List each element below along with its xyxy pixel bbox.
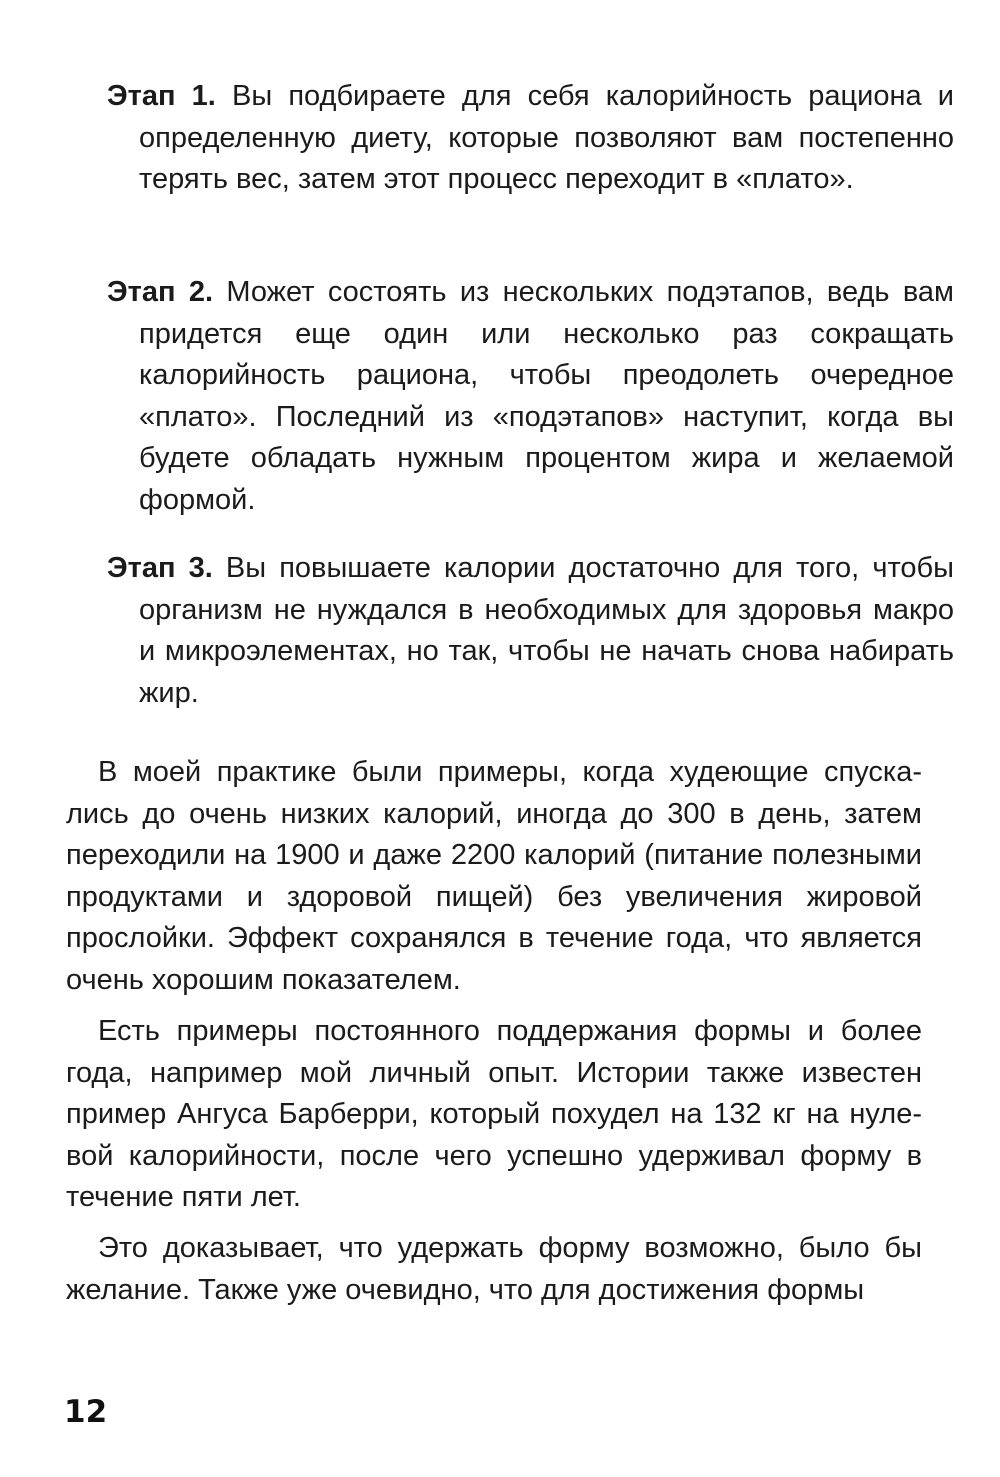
stage-3-text: Вы повышаете калории достаточно для того, чтобы организм не нуждался в необходимых для здоровья макро и микроэлементах, но так, чтобы не начать снова набирать жир.	[139, 552, 954, 709]
stage-1-text: Вы подбираете для себя калорийность рациона и определенную диету, которые позволяют вам постепенно терять вес, затем этот процесс переходит в «плато».	[139, 80, 954, 195]
stage-2-block	[107, 272, 954, 521]
stage-2-text: Может состоять из нескольких подэтапов, ведь вам придется еще один или несколько раз сокращать калорийность рациона, чтобы преодолеть очередное «плато». Последний из «подэтапов» наступит, когда вы будете обладать нужным процентом жира и желаемой формой.	[139, 276, 954, 516]
paragraph-practice-examples: В моей практике были примеры, когда худеющие спускались до очень низких калорий, иногда до 300 в день, затем переходили на 1900 и даже 2200 калорий (питание полезными продуктами и здоровой пищей) без увеличения жировой прослойки. Эффект сохранялся в течение года, что является очень хорошим показателем.	[66, 756, 922, 996]
stage-3-label: Этап 3.	[107, 552, 226, 584]
paragraph-maintenance-examples: Есть примеры постоянного поддержания формы и более года, например мой личный опыт. Истории также известен пример Ангуса Барберри, который похудел на 132 кг на нулевой калорийности, после чего успешно удерживал форму в течение пяти лет.	[66, 1015, 922, 1213]
stage-1-block	[107, 76, 954, 201]
page-number: 12	[64, 1394, 108, 1430]
stage-2-label: Этап 2.	[107, 276, 227, 308]
stage-1-label: Этап 1.	[107, 80, 232, 112]
stage-3-block	[107, 548, 954, 714]
paragraph-conclusion: Это доказывает, что удержать форму возможно, было бы желание. Также уже очевидно, что для достижения формы	[66, 1232, 922, 1306]
